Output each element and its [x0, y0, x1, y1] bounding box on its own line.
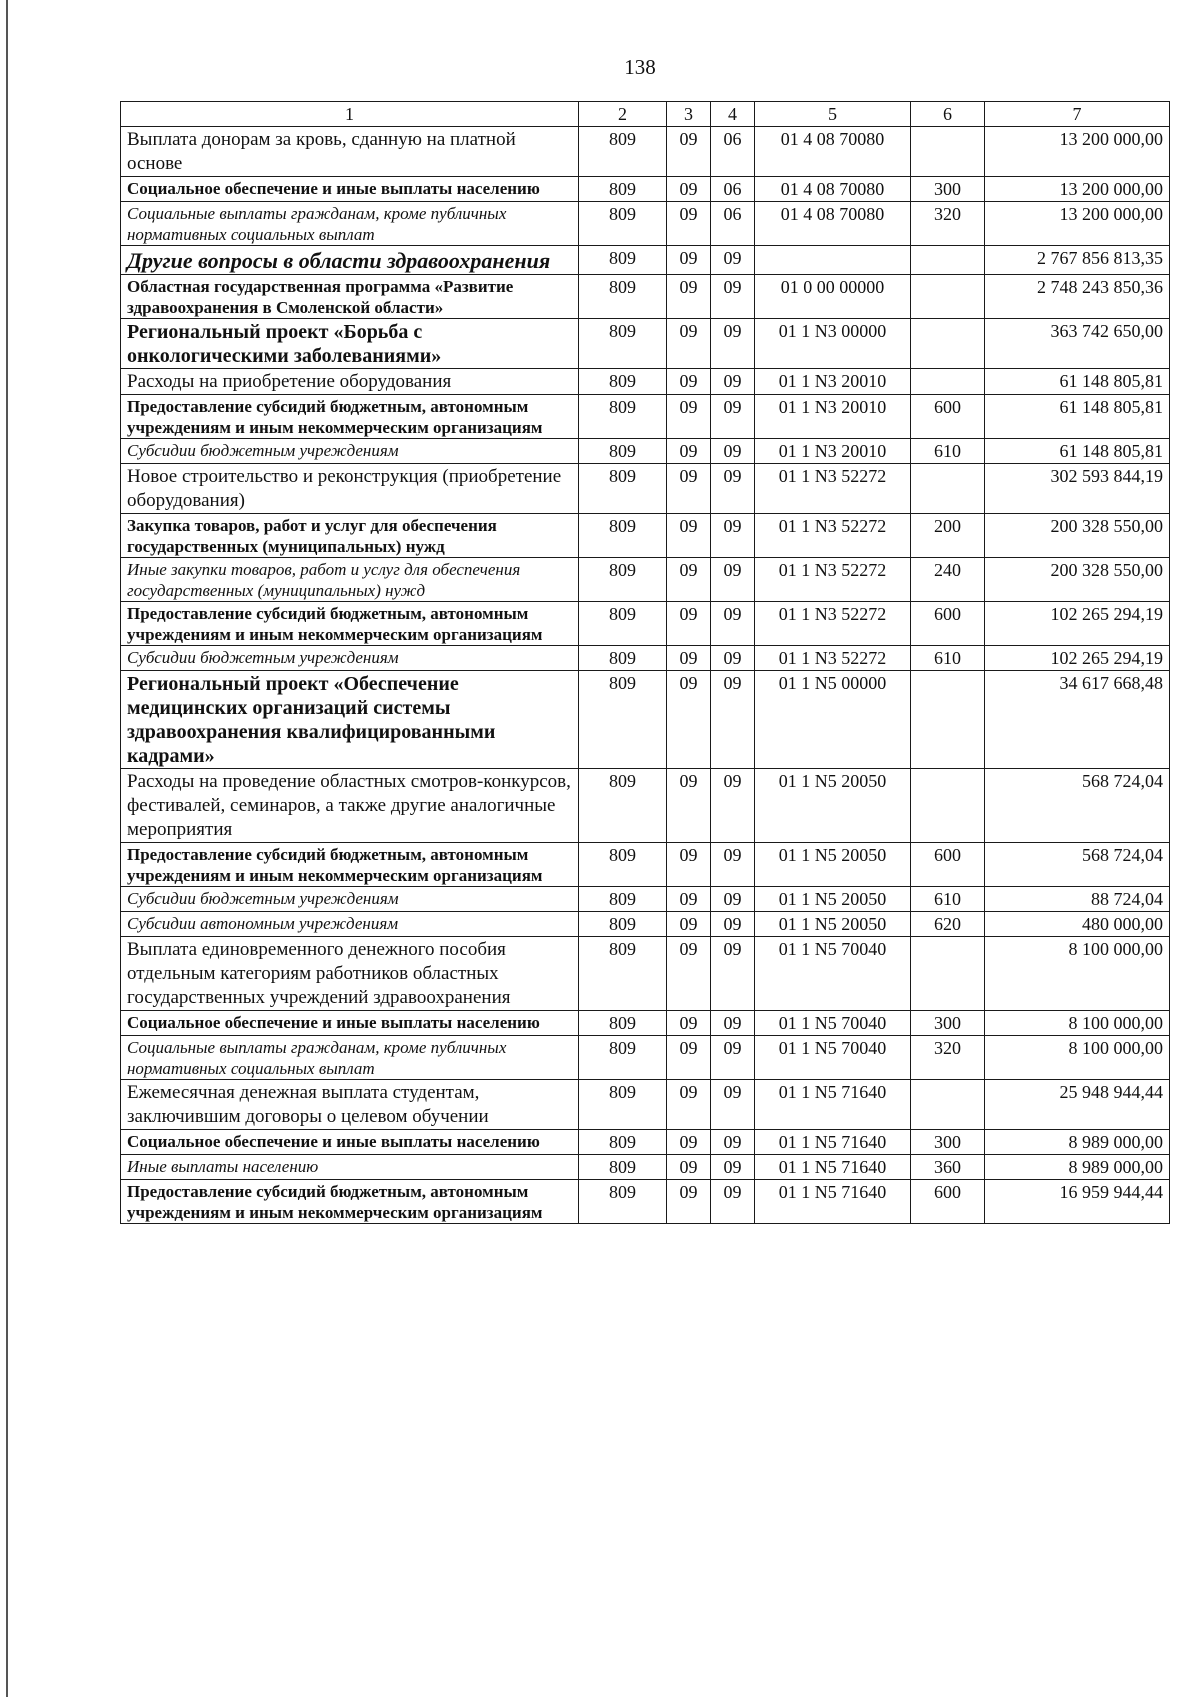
row-subsection-code: 09 [711, 912, 755, 937]
row-subsection-code: 09 [711, 646, 755, 671]
row-target-article: 01 1 N5 70040 [755, 1011, 911, 1036]
row-name: Областная государственная программа «Развитие здравоохранения в Смоленской области» [121, 275, 579, 319]
row-section-code: 09 [667, 1011, 711, 1036]
row-amount: 302 593 844,19 [985, 464, 1170, 514]
table-body [121, 102, 1170, 1224]
row-section-code: 09 [667, 514, 711, 558]
row-target-article: 01 1 N5 00000 [755, 671, 911, 769]
row-subsection-code: 09 [711, 602, 755, 646]
row-subsection-code: 09 [711, 439, 755, 464]
row-amount: 25 948 944,44 [985, 1080, 1170, 1130]
row-ministry-code: 809 [579, 395, 667, 439]
row-amount: 363 742 650,00 [985, 319, 1170, 369]
row-section-code: 09 [667, 1130, 711, 1155]
row-subsection-code: 09 [711, 464, 755, 514]
row-ministry-code: 809 [579, 275, 667, 319]
row-subsection-code: 09 [711, 887, 755, 912]
header-col-1: 1 [121, 102, 579, 127]
row-section-code: 09 [667, 1036, 711, 1080]
row-ministry-code: 809 [579, 369, 667, 395]
row-subsection-code: 09 [711, 769, 755, 843]
row-ministry-code: 809 [579, 1080, 667, 1130]
row-amount: 16 959 944,44 [985, 1180, 1170, 1224]
row-name: Предоставление субсидий бюджетным, автономным учреждениям и иным некоммерческим организациям [121, 843, 579, 887]
row-amount: 8 989 000,00 [985, 1130, 1170, 1155]
row-expense-type: 200 [911, 514, 985, 558]
row-section-code: 09 [667, 127, 711, 177]
table-row [121, 912, 1170, 937]
row-section-code: 09 [667, 439, 711, 464]
row-amount: 88 724,04 [985, 887, 1170, 912]
row-expense-type: 600 [911, 602, 985, 646]
row-amount: 61 148 805,81 [985, 369, 1170, 395]
row-subsection-code: 06 [711, 127, 755, 177]
row-ministry-code: 809 [579, 1180, 667, 1224]
row-target-article: 01 1 N5 20050 [755, 912, 911, 937]
row-target-article: 01 1 N5 20050 [755, 887, 911, 912]
row-expense-type: 320 [911, 1036, 985, 1080]
page-number: 138 [624, 55, 656, 79]
row-name: Региональный проект «Обеспечение медицинских организаций системы здравоохранения квалифицированными кадрами» [121, 671, 579, 769]
row-amount: 480 000,00 [985, 912, 1170, 937]
row-ministry-code: 809 [579, 177, 667, 202]
row-target-article: 01 1 N5 70040 [755, 937, 911, 1011]
row-expense-type: 300 [911, 177, 985, 202]
row-amount: 568 724,04 [985, 843, 1170, 887]
budget-table [120, 101, 1170, 1224]
row-target-article: 01 1 N3 52272 [755, 514, 911, 558]
row-subsection-code: 09 [711, 1011, 755, 1036]
table-row [121, 127, 1170, 177]
table-row [121, 887, 1170, 912]
row-amount: 8 100 000,00 [985, 1036, 1170, 1080]
table-row [121, 671, 1170, 769]
row-expense-type: 240 [911, 558, 985, 602]
table-row [121, 1036, 1170, 1080]
row-name: Выплата единовременного денежного пособия отдельным категориям работников областных государственных учреждений здравоохранения [121, 937, 579, 1011]
row-expense-type [911, 127, 985, 177]
row-target-article: 01 1 N3 52272 [755, 464, 911, 514]
row-subsection-code: 09 [711, 1080, 755, 1130]
row-amount: 61 148 805,81 [985, 439, 1170, 464]
row-name: Предоставление субсидий бюджетным, автономным учреждениям и иным некоммерческим организациям [121, 1180, 579, 1224]
row-section-code: 09 [667, 319, 711, 369]
row-name: Иные закупки товаров, работ и услуг для обеспечения государственных (муниципальных) нужд [121, 558, 579, 602]
row-subsection-code: 09 [711, 1036, 755, 1080]
table-row [121, 602, 1170, 646]
row-subsection-code: 09 [711, 1155, 755, 1180]
scan-edge-line [6, 0, 8, 1697]
row-expense-type [911, 319, 985, 369]
row-name: Закупка товаров, работ и услуг для обеспечения государственных (муниципальных) нужд [121, 514, 579, 558]
row-subsection-code: 09 [711, 1130, 755, 1155]
table-row [121, 464, 1170, 514]
header-col-2: 2 [579, 102, 667, 127]
table-row [121, 1180, 1170, 1224]
row-expense-type [911, 1080, 985, 1130]
row-ministry-code: 809 [579, 769, 667, 843]
row-expense-type: 600 [911, 843, 985, 887]
row-target-article: 01 1 N5 71640 [755, 1155, 911, 1180]
row-name: Социальное обеспечение и иные выплаты населению [121, 1130, 579, 1155]
table-row [121, 1130, 1170, 1155]
row-expense-type [911, 769, 985, 843]
row-target-article: 01 1 N3 20010 [755, 439, 911, 464]
row-ministry-code: 809 [579, 558, 667, 602]
row-expense-type [911, 937, 985, 1011]
row-expense-type [911, 246, 985, 275]
table-row [121, 275, 1170, 319]
row-target-article: 01 1 N5 71640 [755, 1130, 911, 1155]
row-subsection-code: 06 [711, 177, 755, 202]
row-section-code: 09 [667, 937, 711, 1011]
row-amount: 568 724,04 [985, 769, 1170, 843]
row-section-code: 09 [667, 646, 711, 671]
table-row [121, 395, 1170, 439]
row-section-code: 09 [667, 769, 711, 843]
row-ministry-code: 809 [579, 246, 667, 275]
row-subsection-code: 09 [711, 937, 755, 1011]
row-amount: 13 200 000,00 [985, 177, 1170, 202]
row-section-code: 09 [667, 395, 711, 439]
row-amount: 102 265 294,19 [985, 602, 1170, 646]
row-subsection-code: 09 [711, 275, 755, 319]
row-subsection-code: 09 [711, 843, 755, 887]
row-name: Другие вопросы в области здравоохранения [121, 246, 579, 275]
row-amount: 200 328 550,00 [985, 558, 1170, 602]
row-amount: 8 989 000,00 [985, 1155, 1170, 1180]
row-target-article: 01 1 N3 52272 [755, 602, 911, 646]
row-expense-type [911, 275, 985, 319]
row-expense-type: 320 [911, 202, 985, 246]
table-row [121, 514, 1170, 558]
row-section-code: 09 [667, 1180, 711, 1224]
row-amount: 8 100 000,00 [985, 937, 1170, 1011]
row-expense-type: 600 [911, 1180, 985, 1224]
table-row [121, 937, 1170, 1011]
row-target-article: 01 4 08 70080 [755, 202, 911, 246]
row-target-article: 01 1 N3 20010 [755, 369, 911, 395]
row-section-code: 09 [667, 464, 711, 514]
row-ministry-code: 809 [579, 1130, 667, 1155]
header-col-3: 3 [667, 102, 711, 127]
table-row [121, 1080, 1170, 1130]
row-amount: 13 200 000,00 [985, 127, 1170, 177]
row-name: Социальные выплаты гражданам, кроме публичных нормативных социальных выплат [121, 202, 579, 246]
row-name: Иные выплаты населению [121, 1155, 579, 1180]
row-ministry-code: 809 [579, 646, 667, 671]
row-subsection-code: 09 [711, 671, 755, 769]
header-row [121, 102, 1170, 127]
table-row [121, 843, 1170, 887]
row-section-code: 09 [667, 843, 711, 887]
row-amount: 13 200 000,00 [985, 202, 1170, 246]
row-target-article [755, 246, 911, 275]
row-ministry-code: 809 [579, 319, 667, 369]
row-section-code: 09 [667, 602, 711, 646]
row-subsection-code: 09 [711, 395, 755, 439]
row-target-article: 01 1 N5 71640 [755, 1080, 911, 1130]
row-name: Субсидии бюджетным учреждениям [121, 439, 579, 464]
row-name: Социальное обеспечение и иные выплаты населению [121, 177, 579, 202]
row-name: Предоставление субсидий бюджетным, автономным учреждениям и иным некоммерческим организациям [121, 395, 579, 439]
row-subsection-code: 09 [711, 369, 755, 395]
row-name: Субсидии бюджетным учреждениям [121, 887, 579, 912]
row-section-code: 09 [667, 912, 711, 937]
row-ministry-code: 809 [579, 912, 667, 937]
row-expense-type: 360 [911, 1155, 985, 1180]
row-name: Расходы на приобретение оборудования [121, 369, 579, 395]
row-target-article: 01 4 08 70080 [755, 177, 911, 202]
table-row [121, 439, 1170, 464]
row-amount: 2 767 856 813,35 [985, 246, 1170, 275]
row-target-article: 01 1 N5 71640 [755, 1180, 911, 1224]
row-section-code: 09 [667, 1155, 711, 1180]
row-name: Выплата донорам за кровь, сданную на платной основе [121, 127, 579, 177]
table-row [121, 177, 1170, 202]
row-expense-type: 620 [911, 912, 985, 937]
row-name: Социальные выплаты гражданам, кроме публичных нормативных социальных выплат [121, 1036, 579, 1080]
row-ministry-code: 809 [579, 602, 667, 646]
row-name: Региональный проект «Борьба с онкологическими заболеваниями» [121, 319, 579, 369]
header-col-6: 6 [911, 102, 985, 127]
table-row [121, 558, 1170, 602]
row-target-article: 01 0 00 00000 [755, 275, 911, 319]
row-section-code: 09 [667, 369, 711, 395]
row-amount: 102 265 294,19 [985, 646, 1170, 671]
row-section-code: 09 [667, 1080, 711, 1130]
table-row [121, 1155, 1170, 1180]
header-col-5: 5 [755, 102, 911, 127]
row-subsection-code: 09 [711, 514, 755, 558]
row-name: Новое строительство и реконструкция (приобретение оборудования) [121, 464, 579, 514]
row-target-article: 01 1 N3 00000 [755, 319, 911, 369]
row-subsection-code: 09 [711, 558, 755, 602]
row-expense-type: 300 [911, 1011, 985, 1036]
row-subsection-code: 09 [711, 246, 755, 275]
row-name: Социальное обеспечение и иные выплаты населению [121, 1011, 579, 1036]
table-row [121, 1011, 1170, 1036]
row-amount: 200 328 550,00 [985, 514, 1170, 558]
row-target-article: 01 1 N3 52272 [755, 646, 911, 671]
row-expense-type: 610 [911, 887, 985, 912]
row-target-article: 01 1 N3 20010 [755, 395, 911, 439]
row-expense-type: 610 [911, 646, 985, 671]
row-name: Субсидии автономным учреждениям [121, 912, 579, 937]
row-expense-type [911, 671, 985, 769]
row-ministry-code: 809 [579, 843, 667, 887]
row-ministry-code: 809 [579, 1011, 667, 1036]
row-expense-type [911, 464, 985, 514]
table-row [121, 646, 1170, 671]
header-col-4: 4 [711, 102, 755, 127]
row-section-code: 09 [667, 275, 711, 319]
row-section-code: 09 [667, 558, 711, 602]
row-subsection-code: 06 [711, 202, 755, 246]
row-expense-type: 600 [911, 395, 985, 439]
row-ministry-code: 809 [579, 464, 667, 514]
row-section-code: 09 [667, 202, 711, 246]
table-row [121, 202, 1170, 246]
row-target-article: 01 4 08 70080 [755, 127, 911, 177]
row-section-code: 09 [667, 177, 711, 202]
row-target-article: 01 1 N3 52272 [755, 558, 911, 602]
table-row [121, 319, 1170, 369]
row-ministry-code: 809 [579, 514, 667, 558]
row-subsection-code: 09 [711, 1180, 755, 1224]
table-row [121, 246, 1170, 275]
header-col-7: 7 [985, 102, 1170, 127]
row-ministry-code: 809 [579, 887, 667, 912]
row-expense-type [911, 369, 985, 395]
row-target-article: 01 1 N5 70040 [755, 1036, 911, 1080]
row-amount: 2 748 243 850,36 [985, 275, 1170, 319]
row-target-article: 01 1 N5 20050 [755, 843, 911, 887]
row-section-code: 09 [667, 246, 711, 275]
table-row [121, 369, 1170, 395]
row-section-code: 09 [667, 887, 711, 912]
row-expense-type: 610 [911, 439, 985, 464]
row-ministry-code: 809 [579, 202, 667, 246]
row-ministry-code: 809 [579, 439, 667, 464]
row-subsection-code: 09 [711, 319, 755, 369]
row-ministry-code: 809 [579, 937, 667, 1011]
table-row [121, 769, 1170, 843]
row-ministry-code: 809 [579, 671, 667, 769]
row-name: Субсидии бюджетным учреждениям [121, 646, 579, 671]
row-target-article: 01 1 N5 20050 [755, 769, 911, 843]
row-amount: 34 617 668,48 [985, 671, 1170, 769]
row-name: Расходы на проведение областных смотров-конкурсов, фестивалей, семинаров, а также другие аналогичные мероприятия [121, 769, 579, 843]
row-amount: 8 100 000,00 [985, 1011, 1170, 1036]
row-name: Ежемесячная денежная выплата студентам, заключившим договоры о целевом обучении [121, 1080, 579, 1130]
row-expense-type: 300 [911, 1130, 985, 1155]
row-name: Предоставление субсидий бюджетным, автономным учреждениям и иным некоммерческим организациям [121, 602, 579, 646]
row-ministry-code: 809 [579, 127, 667, 177]
row-section-code: 09 [667, 671, 711, 769]
row-ministry-code: 809 [579, 1155, 667, 1180]
row-amount: 61 148 805,81 [985, 395, 1170, 439]
row-ministry-code: 809 [579, 1036, 667, 1080]
